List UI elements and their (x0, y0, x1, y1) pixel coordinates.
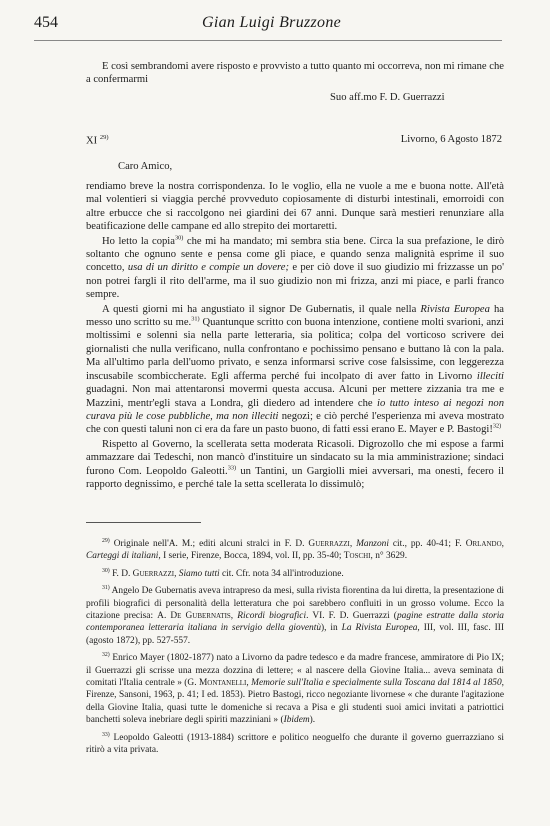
fn-title: Siamo tutti (178, 568, 220, 579)
p3-italic-quote: io tutto inteso ai negozi non curava più le cose pubbliche, ma non illeciti (86, 397, 504, 422)
letter-note-ref: 29) (99, 134, 109, 141)
footnote-32 (86, 652, 504, 726)
fn-author: G. Montanelli (187, 678, 247, 689)
letter-body (86, 180, 504, 492)
p4-text-a: Rispetto al Governo, la scellerata setta moderata Ricasoli. Digrozollo che mi espose a farmi ammazzare dai Tedeschi, non mancò d'instituire un sindacato su la mia amministrazione; sindaci furono Com. Leopoldo Galeotti. (86, 438, 504, 477)
paragraph-2 (86, 235, 504, 302)
footnote-31 (86, 585, 504, 647)
footnote-33 (86, 732, 504, 757)
footnote-mark: 30) (102, 567, 110, 574)
p3-text-d: Quantunque scritto con buona intenzione, contiene molti svarioni, anzi moltissimi e solenni sia nella parte letteraria, sia politica; colpa del vorticoso scrivere dei giornalisti che nulla verificano, nulla confrontano e pochissimo pensano e buttano là con la pala. Ma all'ultimo parla dell'uomo privato, e senza informarsi scrive cose falsissime, con leggerezza inscusabile scombiccherate. Egli afferma perché fui incolpato di aver fatto in Livorno (86, 317, 504, 382)
p4-text-b: un Tantini, un Gargiolli miei avversari, ma onesti, fecero il rapporto degnissimo, e perché tale la setta scellerata lo dissimulò; (86, 465, 504, 490)
footnote-mark: 31) (102, 585, 110, 592)
fn-text: , (174, 568, 179, 579)
fn-text: Leopoldo Galeotti (1913-1884) scrittore e politico neoguelfo che durante il governo guerrazziano si ritirò a vita privata. (86, 732, 504, 756)
fn-author: F. Orlando (454, 539, 502, 549)
salutation: Caro Amico, (118, 161, 173, 172)
fn-text: Originale nell'A. M.; editi alcuni stralci in (113, 539, 285, 549)
fn-title: Ibidem (283, 715, 310, 726)
fn-author: F. D. Guerrazzi (284, 539, 350, 549)
footnote-ref-30: 30) (174, 234, 184, 242)
p3-text-h: negozi; e ciò perché l'esperienza mi aveva mostrato che con questi taluni non ci era da fare un pasto buono, di fatti essi erano E. Mayer e P. Bastogi! (86, 410, 504, 436)
footnote-30 (86, 568, 504, 580)
letter-number (86, 134, 109, 147)
footnote-mark: 32) (102, 652, 110, 659)
p2-text-a: Ho letto la copia (102, 235, 175, 247)
paragraph-3 (86, 303, 504, 437)
closing-paragraph: E così sembrandomi avere risposto e provvisto a tutto quanto mi occorreva, non mi rimane che a confermarmi (86, 61, 504, 86)
p2-text-d: e per ciò dove il suo giudizio mi frizzasse un po' non potrei fargli il rito dell'arme, ma il suo giudizio non mi frizza, anzi mi piace, e parli franco sempre. (86, 262, 504, 301)
fn-text: Enrico Mayer (1802-1877) nato a Livorno da padre tedesco e da madre francese, ammiratore di Pio IX; il Guerrazzi gli scrisse una mezza dozzina di lettere; « al nascere della Giovine Italia... aveva seminata di comitati l'Italia centrale » ( (86, 653, 504, 689)
p2-text-b: che mi ha mandato; mi sembra stia bene. Circa la sua prefazione, le dirò soltanto che ognuno sente e pensa come gli piace, e quando senza malignità esprime il suo concetto, (86, 235, 505, 274)
fn-author: A. De Gubernatis (157, 611, 231, 622)
fn-title: Manzoni (356, 539, 389, 549)
fn-text: ). (309, 715, 316, 726)
p3-journal: Rivista Europea (420, 303, 490, 315)
footnote-mark: 29) (102, 537, 110, 544)
fn-title: La Rivista Europea (341, 623, 418, 634)
paragraph-4 (86, 438, 504, 492)
fn-title: Ricordi biografici (237, 611, 307, 622)
fn-text: , (501, 539, 504, 549)
fn-text: , III, vol. III, fasc. III (agosto 1872), pp. 527-557. (86, 623, 504, 646)
p3-text-f: guadagni. Non mai attentaronsi movermi questa accusa. Alcuni per mettere zizzania tra me e Mazzini, mentr'egli stava a Londra, gli diedero ad intendere che (86, 384, 504, 409)
signature: Suo aff.mo F. D. Guerrazzi (330, 92, 445, 103)
fn-text: , I serie, Firenze, Bocca, 1894, vol. II, pp. 35-40; (158, 551, 344, 562)
fn-text: , Firenze, Sansoni, 1963, p. 41; I ed. 1853). Pietro Bastogi, ricco negoziante livornese « che durante l'agitazione della Giovine Italia, quasi tutte le domeniche si recava a Pisa e gli studenti suoi amici invitati a patriottici banchetti soleva inebriare degli spiriti mazziniani » ( (86, 678, 504, 726)
header-rule (34, 40, 502, 41)
footnote-mark: 33) (102, 731, 110, 738)
fn-text: , (230, 611, 238, 622)
letter-date: Livorno, 6 Agosto 1872 (400, 134, 502, 145)
page-number: 454 (34, 14, 58, 31)
fn-text: , (246, 678, 252, 689)
fn-text: ), in (321, 623, 342, 634)
fn-title: pagine estratte dalla storia contemporanea letteraria italiana in servigio della gioventù (86, 611, 504, 634)
p3-text-c: ha messo uno scritto su me. (86, 303, 504, 329)
footnotes (86, 538, 504, 762)
page-header (34, 14, 502, 38)
footnote-ref-33: 33) (227, 464, 237, 471)
fn-text: . VI. F. D. Guerrazzi ( (306, 611, 397, 622)
fn-author: F. D. Guerrazzi (112, 568, 175, 579)
fn-title: Carteggi di italiani (86, 551, 159, 562)
fn-text: cit., pp. 40-41; (388, 539, 455, 549)
fn-text: Angelo De Gubernatis aveva intrapreso da mesi, sulla rivista fiorentina da lui diretta, la presentazione di profili biografici di personalità della letteratura che poi sarebbero confluiti in un grosso volume. Ecco la citazione precisa: (86, 586, 504, 622)
fn-author: Toschi (343, 551, 371, 562)
footnote-ref-31: 31) (191, 315, 200, 323)
footnote-ref-32: 32) (492, 422, 502, 430)
p3-text-a: A questi giorni mi ha angustiato il signor De Gubernatis, il quale nella (102, 303, 421, 315)
paragraph-1: rendiamo breve la nostra corrispondenza. Io le voglio, ella ne vuole a me e buona notte. All'età mal volentieri si viaggia perché provveduto copiosamente di disturbi intestinali, emorroidi con altre erbucce che si raccolgono nei giardini dei 67 anni. Dunque sarà mestieri renunziare alla beatificazione delle campane ed allo strepito dei mortaretti. (86, 181, 504, 233)
footnote-29 (86, 538, 504, 563)
running-title: Gian Luigi Bruzzone (202, 14, 342, 31)
fn-text: cit. Cfr. nota 34 all'introduzione. (219, 568, 344, 579)
p3-italic-illeciti: illeciti (476, 370, 504, 382)
letter-number-roman: XI (86, 135, 98, 147)
fn-text: , n° 3629. (370, 551, 408, 562)
footnote-rule (86, 522, 201, 523)
p2-italic: usa di un diritto e compie un dovere; (127, 262, 290, 274)
fn-text: , (349, 539, 357, 549)
fn-title: Memorie sull'Italia e specialmente sulla Toscana dal 1814 al 1850 (251, 678, 502, 689)
